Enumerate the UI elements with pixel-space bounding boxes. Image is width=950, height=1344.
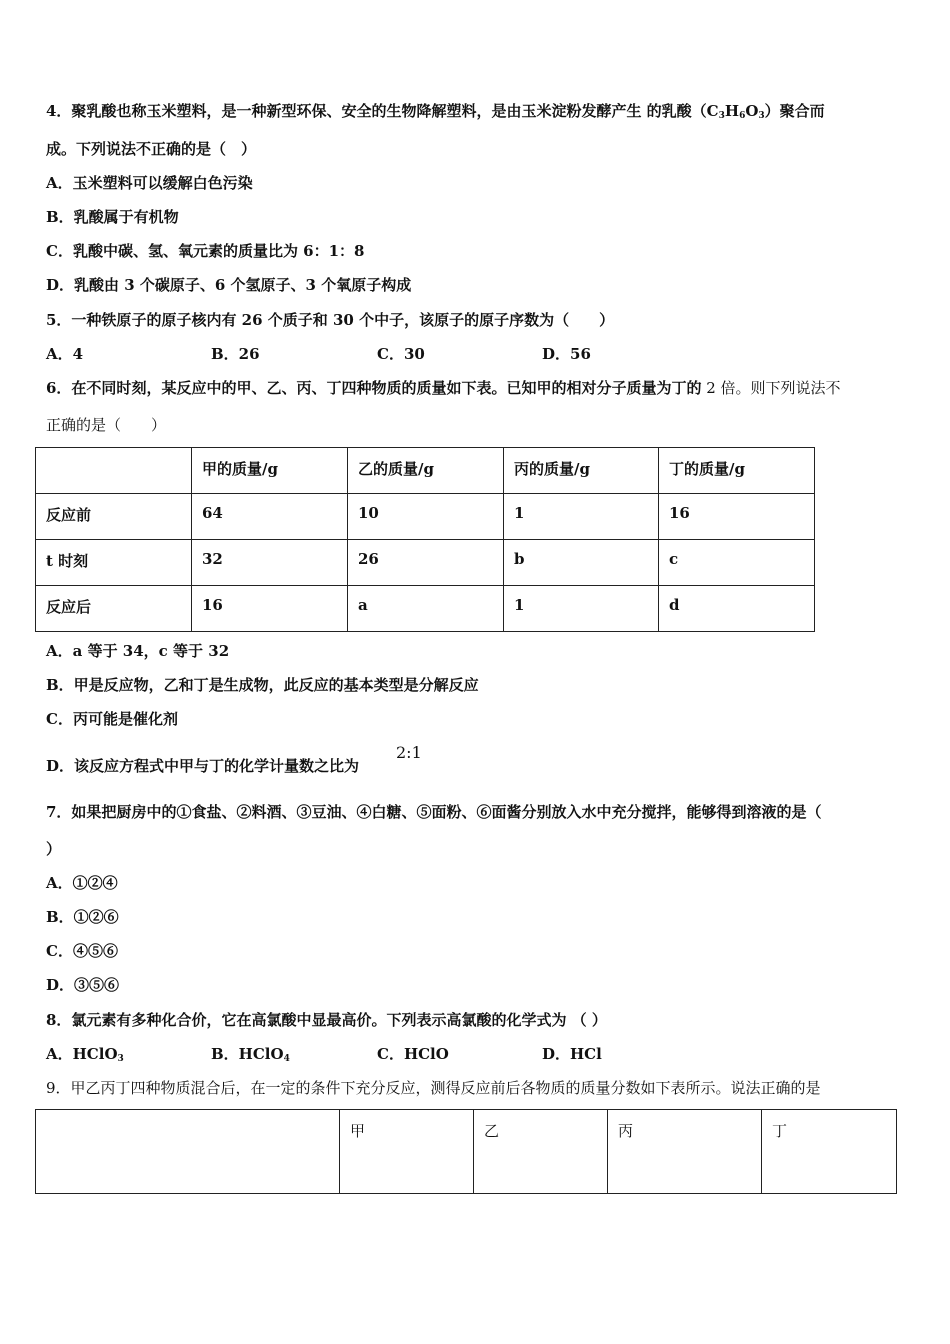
table-header-row xyxy=(36,1110,897,1194)
table-header-cell: 丁 xyxy=(762,1110,897,1194)
table-row xyxy=(36,586,815,632)
table-cell: 26 xyxy=(348,540,504,586)
table-cell: 16 xyxy=(192,586,348,632)
q4-option-a: A．玉米塑料可以缓解白色污染 xyxy=(46,174,253,192)
q8-stem: 8．氯元素有多种化合价，它在高氯酸中显最高价。下列表示高氯酸的化学式为 （ ） xyxy=(46,1011,607,1029)
table-cell: 反应前 xyxy=(36,494,192,540)
table-cell: d xyxy=(659,586,815,632)
table-cell: 16 xyxy=(659,494,815,540)
q6-stem-line1: 6．在不同时刻，某反应中的甲、乙、丙、丁四种物质的质量如下表。已知甲的相对分子质量为丁的 2 倍。则下列说法不 xyxy=(46,379,841,397)
q4-option-d: D．乳酸由 3 个碳原子、6 个氢原子、3 个氧原子构成 xyxy=(46,276,412,294)
table-header-row xyxy=(36,448,815,494)
q5-option-c: C．30 xyxy=(377,345,425,363)
q5-option-b: B．26 xyxy=(211,345,260,363)
table-row xyxy=(36,494,815,540)
q7-option-a: A．①②④ xyxy=(46,874,118,892)
q7-option-b: B．①②⑥ xyxy=(46,908,119,926)
q5-option-a: A．4 xyxy=(46,345,84,363)
q6-ratio: 2:1 xyxy=(396,743,422,762)
q6-mass-table xyxy=(35,447,815,632)
table-cell: 1 xyxy=(504,494,659,540)
table-cell: t 时刻 xyxy=(36,540,192,586)
table-header-cell xyxy=(36,448,192,494)
q4-option-c: C．乳酸中碳、氢、氧元素的质量比为 6：1：8 xyxy=(46,242,365,260)
q6-stem-line2: 正确的是（ ） xyxy=(46,416,167,434)
table-header-cell: 丙 xyxy=(608,1110,762,1194)
q5-option-d: D．56 xyxy=(542,345,591,363)
q7-option-d: D．③⑤⑥ xyxy=(46,976,120,994)
q7-stem-line1: 7．如果把厨房中的①食盐、②料酒、③豆油、④白糖、⑤面粉、⑥面酱分别放入水中充分搅拌，能够得到溶液的是（ xyxy=(46,803,822,821)
q4-stem-line2: 成。下列说法不正确的是（ ） xyxy=(46,140,257,158)
table-cell: 32 xyxy=(192,540,348,586)
q8-option-a: A．HClO$_3$ xyxy=(46,1045,124,1064)
table-cell: a xyxy=(348,586,504,632)
q6-option-d: D．该反应方程式中甲与丁的化学计量数之比为 xyxy=(46,757,360,775)
q4-option-b: B．乳酸属于有机物 xyxy=(46,208,179,226)
table-cell: c xyxy=(659,540,815,586)
table-cell: 1 xyxy=(504,586,659,632)
table-header-cell: 丙的质量/g xyxy=(504,448,659,494)
table-header-cell: 甲 xyxy=(340,1110,474,1194)
q7-option-c: C．④⑤⑥ xyxy=(46,942,118,960)
table-header-cell: 丁的质量/g xyxy=(659,448,815,494)
table-cell: 反应后 xyxy=(36,586,192,632)
q8-option-b: B．HClO$_4$ xyxy=(211,1045,290,1064)
q8-option-c: C．HClO xyxy=(377,1045,449,1063)
q4-stem-line1: 4．聚乳酸也称玉米塑料，是一种新型环保、安全的生物降解塑料，是由玉米淀粉发酵产生 的乳酸$(C_3H_6O_3)$聚合而 xyxy=(46,102,825,121)
table-cell: 64 xyxy=(192,494,348,540)
table-cell: 10 xyxy=(348,494,504,540)
q7-stem-line2: ） xyxy=(46,840,62,858)
table-header-cell: 乙的质量/g xyxy=(348,448,504,494)
table-header-cell xyxy=(36,1110,340,1194)
table-cell: b xyxy=(504,540,659,586)
q6-option-c: C．丙可能是催化剂 xyxy=(46,710,178,728)
table-header-cell: 乙 xyxy=(474,1110,608,1194)
table-header-cell: 甲的质量/g xyxy=(192,448,348,494)
q8-option-d: D．HCl xyxy=(542,1045,602,1063)
q5-stem: 5．一种铁原子的原子核内有 26 个质子和 30 个中子，该原子的原子序数为（ ） xyxy=(46,311,615,329)
q6-option-b: B．甲是反应物，乙和丁是生成物，此反应的基本类型是分解反应 xyxy=(46,676,479,694)
q9-fraction-table xyxy=(35,1109,897,1194)
q9-stem: 9．甲乙丙丁四种物质混合后，在一定的条件下充分反应，测得反应前后各物质的质量分数如下表所示。说法正确的是 xyxy=(46,1079,821,1097)
q6-option-a: A．a 等于 34，c 等于 32 xyxy=(46,642,230,660)
table-row xyxy=(36,540,815,586)
